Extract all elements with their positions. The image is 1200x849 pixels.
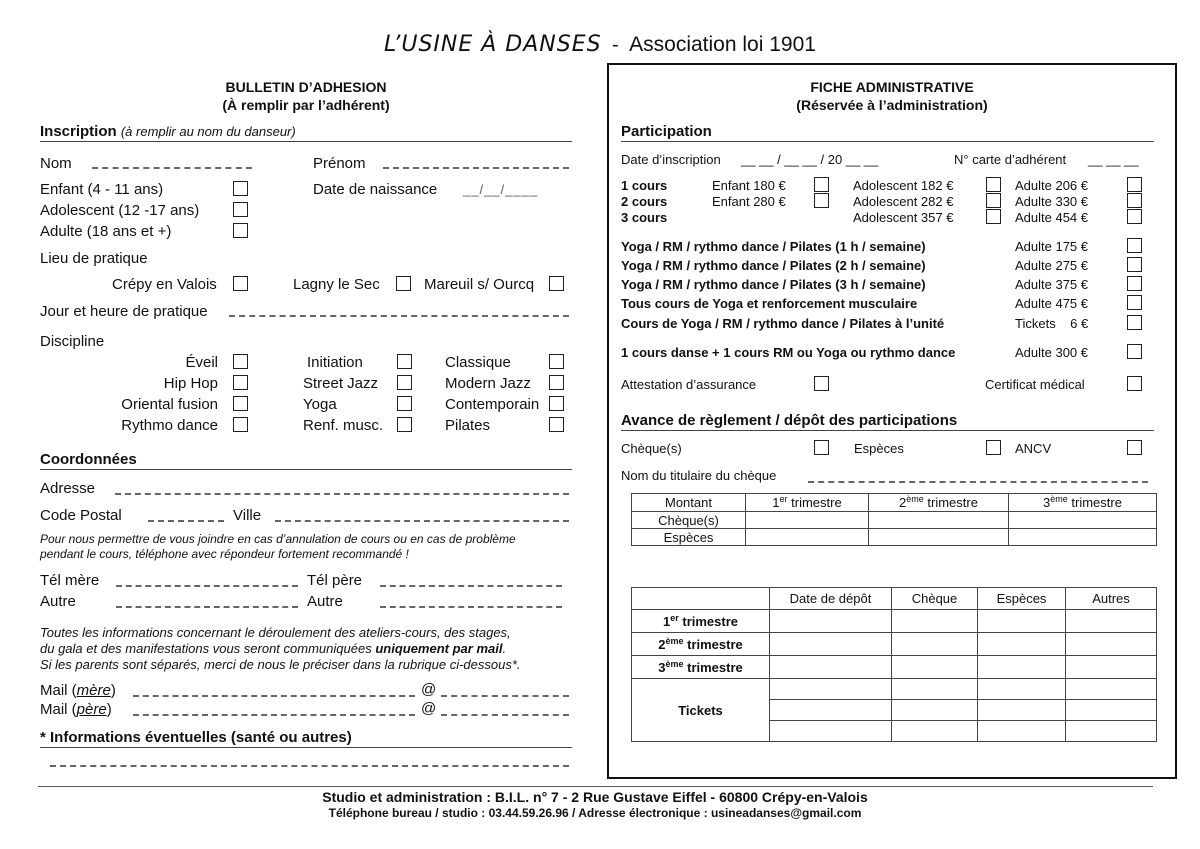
price-label: Adulte 330 €: [1015, 194, 1089, 209]
ado-checkbox[interactable]: [233, 202, 248, 217]
lieu-mareuil-checkbox[interactable]: [549, 276, 564, 291]
table-cell[interactable]: [770, 700, 892, 721]
table-cell[interactable]: [1066, 700, 1157, 721]
attestation-checkbox[interactable]: [814, 376, 829, 391]
cheques-label: Chèque(s): [621, 441, 682, 456]
yoga-checkbox[interactable]: [1127, 238, 1142, 253]
discipline-checkbox[interactable]: [397, 375, 412, 390]
especes-label: Espèces: [854, 441, 904, 456]
discipline-label: Contemporain: [445, 396, 540, 413]
discipline-label: Classique: [445, 354, 511, 371]
combo-checkbox[interactable]: [1127, 344, 1142, 359]
ado-label: Adolescent (12 -17 ans): [40, 202, 200, 219]
discipline-checkbox[interactable]: [233, 375, 248, 390]
mail-pere-domain[interactable]: [441, 714, 569, 716]
infos-field[interactable]: [50, 765, 569, 767]
discipline-label: Rythmo dance: [121, 417, 218, 434]
price-checkbox[interactable]: [814, 177, 829, 192]
yoga-checkbox[interactable]: [1127, 257, 1142, 272]
table-cell[interactable]: [1066, 679, 1157, 700]
cours-1-label: 1 cours: [621, 178, 668, 193]
discipline-checkbox[interactable]: [549, 375, 564, 390]
lieu-crepy-checkbox[interactable]: [233, 276, 248, 291]
discipline-label: Initiation: [307, 354, 363, 371]
table-row-label: Espèces: [632, 529, 746, 546]
mail-note: Si les parents sont séparés, merci de nous le préciser dans la rubrique ci-dessous*.: [40, 657, 521, 672]
price-label: Adulte 454 €: [1015, 210, 1089, 225]
mail-mere-field[interactable]: [133, 695, 415, 697]
header-separator: -: [612, 34, 619, 56]
price-checkbox[interactable]: [986, 193, 1001, 208]
table-header: Montant: [632, 494, 746, 512]
avance-heading: Avance de règlement / dépôt des participations: [621, 412, 958, 429]
price-label: Adolescent 357 €: [853, 210, 954, 225]
cp-field[interactable]: [148, 520, 224, 522]
cours-3-label: 3 cours: [621, 210, 668, 225]
discipline-label: Yoga: [303, 396, 337, 413]
discipline-label: Modern Jazz: [445, 375, 531, 392]
enfant-label: Enfant (4 - 11 ans): [40, 181, 164, 198]
cp-label: Code Postal: [40, 507, 122, 524]
date-inscription-field[interactable]: __ __ / __ __ / 20 __ __: [741, 152, 879, 167]
depot-table: [631, 587, 1157, 742]
table-cell[interactable]: [978, 633, 1066, 656]
discipline-checkbox[interactable]: [549, 396, 564, 411]
divider: [40, 747, 572, 748]
table-cell[interactable]: [892, 721, 978, 742]
price-checkbox[interactable]: [1127, 193, 1142, 208]
divider: [40, 141, 572, 142]
mail-mere-label: Mail (mère): [40, 682, 116, 699]
price-label: Enfant 280 €: [712, 194, 786, 209]
table-cell[interactable]: [1009, 529, 1157, 546]
table-cell[interactable]: [1066, 656, 1157, 679]
lieu-lagny-checkbox[interactable]: [396, 276, 411, 291]
certificat-checkbox[interactable]: [1127, 376, 1142, 391]
yoga-label: Yoga / RM / rythmo dance / Pilates (3 h / semaine): [621, 277, 926, 292]
discipline-label: Hip Hop: [163, 375, 218, 392]
discipline-label: Street Jazz: [303, 375, 379, 392]
discipline-checkbox[interactable]: [233, 396, 248, 411]
table-cell[interactable]: [770, 633, 892, 656]
table-row-label: Chèque(s): [632, 512, 746, 529]
table-cell[interactable]: [978, 700, 1066, 721]
ville-field[interactable]: [275, 520, 569, 522]
nom-field[interactable]: [92, 167, 252, 169]
brand-logo-text: L’USINE À DANSES: [384, 32, 602, 57]
yoga-checkbox[interactable]: [1127, 315, 1142, 330]
divider: [40, 469, 572, 470]
table-header: Espèces: [978, 588, 1066, 610]
discipline-label: Renf. musc.: [303, 417, 384, 434]
ville-label: Ville: [233, 507, 262, 524]
cheques-checkbox[interactable]: [814, 440, 829, 455]
left-title: BULLETIN D’ADHESION: [225, 79, 387, 95]
price-label: Adulte 206 €: [1015, 178, 1089, 193]
cours-2-label: 2 cours: [621, 194, 668, 209]
discipline-label: Pilates: [445, 417, 491, 434]
inscription-heading: Inscription (à remplir au nom du danseur): [40, 123, 296, 140]
discipline-label: Oriental fusion: [121, 396, 218, 413]
mail-mere-domain[interactable]: [441, 695, 569, 697]
price-checkbox[interactable]: [986, 209, 1001, 224]
certificat-label: Certificat médical: [985, 377, 1085, 392]
divider: [621, 141, 1154, 142]
dob-label: Date de naissance: [313, 181, 438, 198]
adulte-label: Adulte (18 ans et +): [40, 223, 172, 240]
combo-price: Adulte 300 €: [1015, 345, 1089, 360]
autre-field[interactable]: [116, 606, 298, 608]
table-cell[interactable]: [892, 656, 978, 679]
discipline-checkbox[interactable]: [233, 354, 248, 369]
price-checkbox[interactable]: [814, 193, 829, 208]
prenom-label: Prénom: [313, 155, 366, 172]
discipline-label: Discipline: [40, 333, 105, 350]
table-cell[interactable]: [978, 721, 1066, 742]
lieu-crepy-label: Crépy en Valois: [112, 276, 217, 293]
mail-note: Toutes les informations concernant le déroulement des ateliers-cours, des stages,: [40, 625, 511, 640]
phone-note: Pour nous permettre de vous joindre en cas d’annulation de cours ou en cas de problème: [40, 532, 516, 546]
discipline-checkbox[interactable]: [397, 417, 412, 432]
table-header: 2ème trimestre: [869, 494, 1009, 512]
yoga-checkbox[interactable]: [1127, 295, 1142, 310]
table-row-label: 3ème trimestre: [632, 656, 770, 679]
table-header: Autres: [1066, 588, 1157, 610]
footer-address: Studio et administration : B.I.L. n° 7 - 2 Rue Gustave Eiffel - 60800 Crépy-en-Valois: [322, 789, 868, 805]
yoga-price: Adulte 475 €: [1015, 296, 1089, 311]
table-cell[interactable]: [892, 679, 978, 700]
table-header: 3ème trimestre: [1009, 494, 1157, 512]
table-cell[interactable]: [1066, 721, 1157, 742]
page-header: [0, 32, 1200, 57]
autre-label: Autre: [40, 593, 76, 610]
yoga-price: Tickets 6 €: [1015, 316, 1089, 331]
table-cell[interactable]: [869, 512, 1009, 529]
dob-field[interactable]: __/__/____: [463, 182, 539, 197]
discipline-checkbox[interactable]: [397, 354, 412, 369]
table-cell[interactable]: [869, 529, 1009, 546]
yoga-label: Yoga / RM / rythmo dance / Pilates (1 h / semaine): [621, 239, 926, 254]
table-cell[interactable]: [892, 700, 978, 721]
mail-pere-label: Mail (père): [40, 701, 112, 718]
attestation-label: Attestation d’assurance: [621, 377, 757, 392]
mail-pere-field[interactable]: [133, 714, 415, 716]
price-checkbox[interactable]: [1127, 177, 1142, 192]
yoga-checkbox[interactable]: [1127, 276, 1142, 291]
date-inscription-label: Date d’inscription: [621, 152, 721, 167]
ancv-checkbox[interactable]: [1127, 440, 1142, 455]
enfant-checkbox[interactable]: [233, 181, 248, 196]
discipline-checkbox[interactable]: [397, 396, 412, 411]
carte-label: N° carte d’adhérent: [954, 152, 1067, 167]
adresse-label: Adresse: [40, 480, 96, 497]
yoga-label: Yoga / RM / rythmo dance / Pilates (2 h / semaine): [621, 258, 926, 273]
price-label: Enfant 180 €: [712, 178, 786, 193]
table-header: [632, 588, 770, 610]
right-title: FICHE ADMINISTRATIVE: [810, 79, 974, 95]
yoga-label: Cours de Yoga / RM / rythmo dance / Pilates à l’unité: [621, 316, 945, 331]
discipline-checkbox[interactable]: [549, 417, 564, 432]
table-header: 1er trimestre: [746, 494, 869, 512]
titulaire-field[interactable]: [808, 481, 1148, 483]
footer-contact: Téléphone bureau / studio : 03.44.59.26.96 / Adresse électronique : usineadanses@gmail.com: [328, 806, 862, 820]
yoga-price: Adulte 175 €: [1015, 239, 1089, 254]
tel-pere-label: Tél père: [307, 572, 363, 589]
divider: [621, 430, 1154, 431]
yoga-price: Adulte 375 €: [1015, 277, 1089, 292]
jour-label: Jour et heure de pratique: [40, 303, 208, 320]
table-cell[interactable]: [770, 610, 892, 633]
price-checkbox[interactable]: [1127, 209, 1142, 224]
discipline-checkbox[interactable]: [233, 417, 248, 432]
lieu-mareuil-label: Mareuil s/ Ourcq: [424, 276, 535, 293]
yoga-price: Adulte 275 €: [1015, 258, 1089, 273]
montant-table: [631, 493, 1157, 546]
lieu-label: Lieu de pratique: [40, 250, 148, 267]
header-subtitle: Association loi 1901: [629, 33, 816, 56]
table-cell[interactable]: [978, 656, 1066, 679]
table-row-label: 1er trimestre: [632, 610, 770, 633]
table-cell[interactable]: [978, 610, 1066, 633]
autre-label: Autre: [307, 593, 343, 610]
ancv-label: ANCV: [1015, 441, 1052, 456]
price-label: Adolescent 282 €: [853, 194, 954, 209]
left-subtitle: (À remplir par l’adhérent): [222, 97, 390, 113]
adresse-field[interactable]: [115, 493, 569, 495]
participation-heading: Participation: [621, 123, 712, 140]
table-cell[interactable]: [770, 679, 892, 700]
tel-pere-field[interactable]: [380, 585, 562, 587]
discipline-checkbox[interactable]: [549, 354, 564, 369]
table-row-label: 2ème trimestre: [632, 633, 770, 656]
carte-field[interactable]: __ __ __: [1088, 152, 1139, 167]
coordonnees-heading: Coordonnées: [40, 451, 137, 468]
table-cell[interactable]: [1066, 610, 1157, 633]
table-cell[interactable]: [746, 529, 869, 546]
table-cell[interactable]: [770, 721, 892, 742]
prenom-field[interactable]: [383, 167, 569, 169]
table-cell[interactable]: [746, 512, 869, 529]
right-subtitle: (Réservée à l’administration): [796, 97, 988, 113]
table-row-label: Tickets: [632, 679, 770, 742]
price-checkbox[interactable]: [986, 177, 1001, 192]
at-sign: @: [421, 681, 437, 698]
table-cell[interactable]: [892, 633, 978, 656]
table-cell[interactable]: [978, 679, 1066, 700]
yoga-label: Tous cours de Yoga et renforcement musculaire: [621, 296, 918, 311]
at-sign: @: [421, 700, 437, 717]
combo-label: 1 cours danse + 1 cours RM ou Yoga ou rythmo dance: [621, 345, 956, 360]
table-header: Chèque: [892, 588, 978, 610]
adulte-checkbox[interactable]: [233, 223, 248, 238]
footer-divider: [38, 786, 1153, 787]
table-cell[interactable]: [1066, 633, 1157, 656]
infos-heading: * Informations éventuelles (santé ou autres): [40, 729, 352, 746]
table-cell[interactable]: [770, 656, 892, 679]
autre-field[interactable]: [380, 606, 562, 608]
table-cell[interactable]: [892, 610, 978, 633]
jour-field[interactable]: [229, 315, 569, 317]
titulaire-label: Nom du titulaire du chèque: [621, 468, 777, 483]
price-label: Adolescent 182 €: [853, 178, 954, 193]
phone-note: pendant le cours, téléphone avec répondeur fortement recommandé !: [40, 547, 409, 561]
lieu-lagny-label: Lagny le Sec: [293, 276, 380, 293]
tel-mere-label: Tél mère: [40, 572, 100, 589]
nom-label: Nom: [40, 155, 72, 172]
especes-checkbox[interactable]: [986, 440, 1001, 455]
tel-mere-field[interactable]: [116, 585, 298, 587]
discipline-label: Éveil: [185, 354, 218, 371]
table-header: Date de dépôt: [770, 588, 892, 610]
table-cell[interactable]: [1009, 512, 1157, 529]
mail-note: du gala et des manifestations vous seront communiquées uniquement par mail.: [40, 641, 507, 656]
